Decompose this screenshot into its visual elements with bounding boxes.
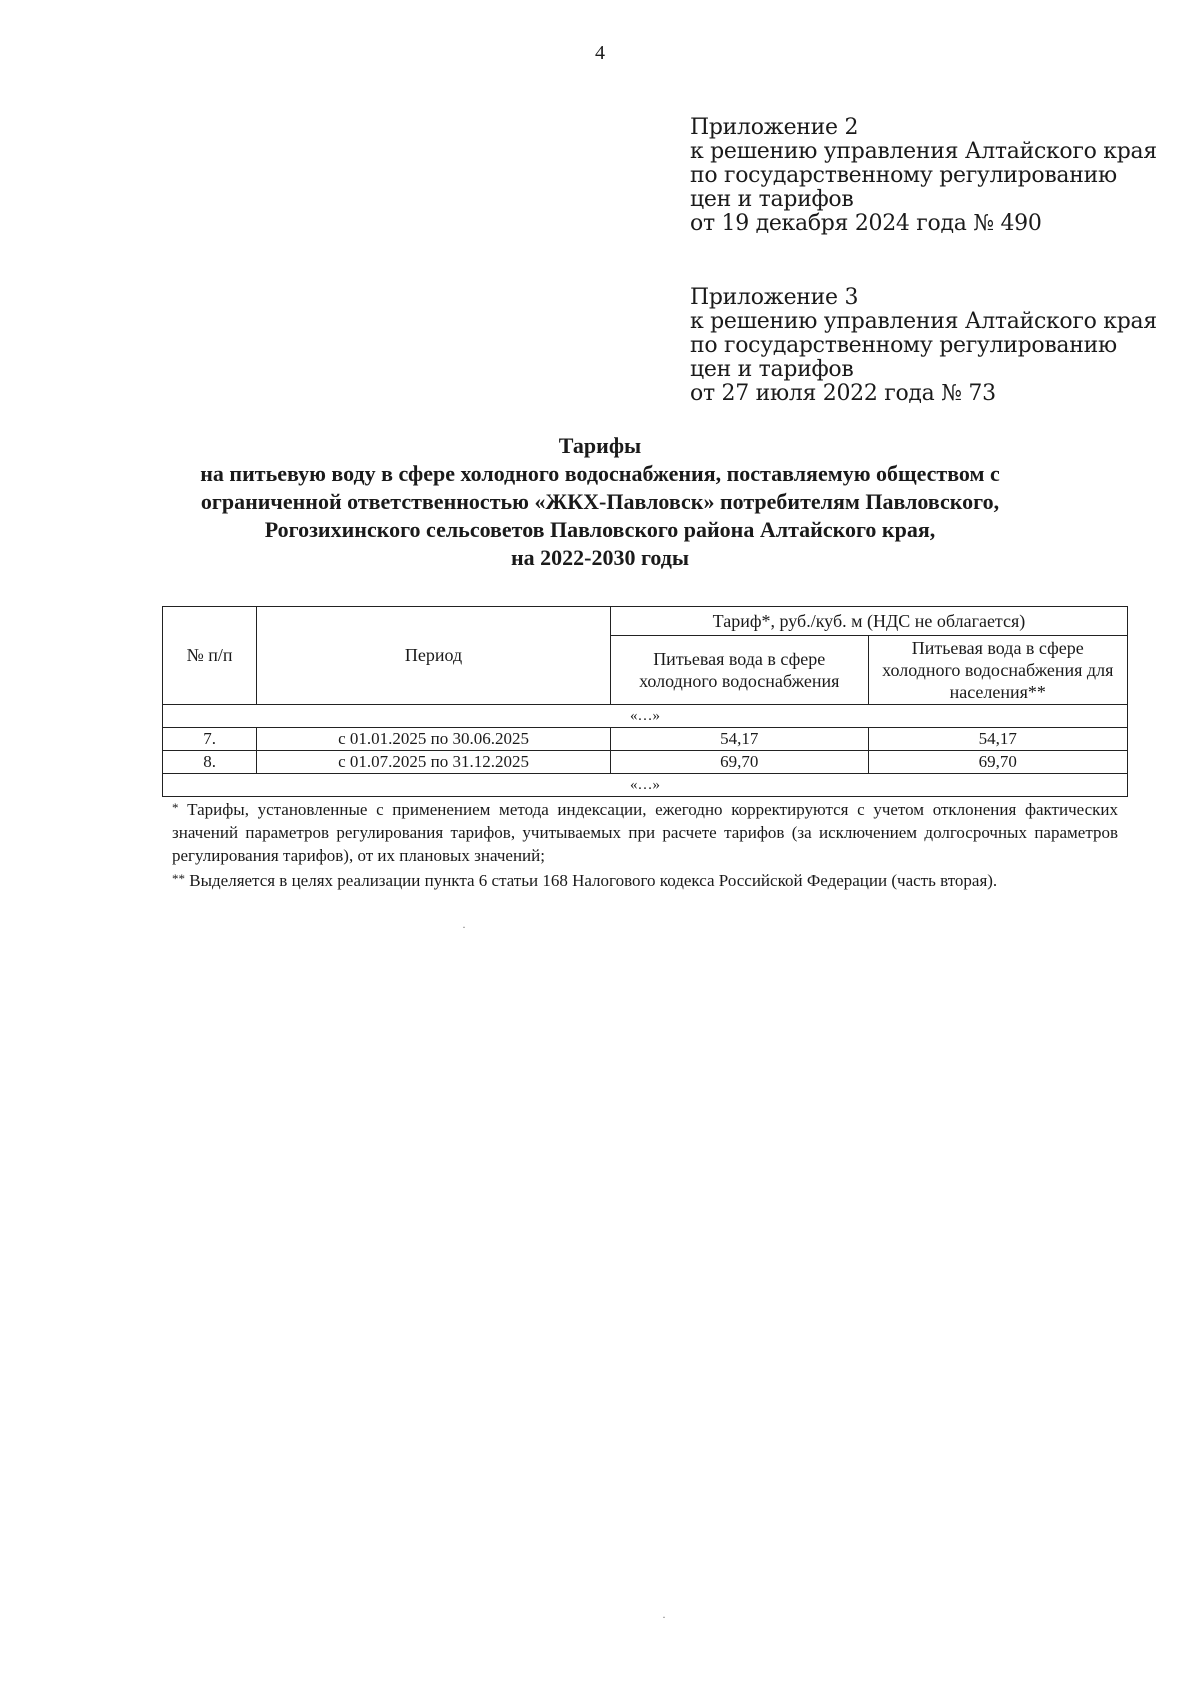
table-ellipsis: «…» — [163, 774, 1128, 797]
document-title — [150, 432, 1050, 572]
title-line: ограниченной ответственностью «ЖКХ-Павловск» потребителям Павловского, — [200, 489, 1000, 514]
row-col-b: 69,70 — [868, 751, 1128, 774]
footnote-2 — [172, 867, 1118, 892]
row-col-a: 54,17 — [610, 728, 868, 751]
footnote-1 — [172, 796, 1118, 867]
appendix-2-line: от 19 декабря 2024 года № 490 — [690, 211, 1042, 236]
appendix-3-line: к решению управления Алтайского края — [690, 309, 1157, 334]
tariff-table — [162, 606, 1128, 797]
footnote-mark: * — [172, 800, 179, 815]
appendix-3-line: от 27 июля 2022 года № 73 — [690, 381, 996, 406]
title-line: Тарифы — [558, 433, 642, 458]
footnote-mark: ** — [172, 871, 185, 886]
appendix-2-line: Приложение 2 — [690, 115, 859, 140]
header-col-b: Питьевая вода в сфере холодного водоснабжения для населения** — [868, 636, 1128, 705]
footnotes — [172, 796, 1118, 892]
appendix-3-line: цен и тарифов — [690, 357, 854, 382]
appendix-3-header — [690, 286, 1170, 406]
header-period: Период — [257, 607, 611, 705]
appendix-3-line: по государственному регулированию — [690, 333, 1117, 358]
page-number: 4 — [595, 42, 605, 64]
row-col-a: 69,70 — [610, 751, 868, 774]
appendix-3-line: Приложение 3 — [690, 285, 859, 310]
title-line: Рогозихинского сельсоветов Павловского района Алтайского края, — [264, 517, 936, 542]
title-line: на 2022-2030 годы — [510, 545, 690, 570]
scan-speck: · — [462, 920, 466, 934]
header-tariff-group: Тариф*, руб./куб. м (НДС не облагается) — [610, 607, 1127, 636]
appendix-2-line: цен и тарифов — [690, 187, 854, 212]
row-period: с 01.01.2025 по 30.06.2025 — [257, 728, 611, 751]
table-row — [163, 728, 1128, 751]
row-number: 8. — [163, 751, 257, 774]
appendix-2-line: к решению управления Алтайского края — [690, 139, 1157, 164]
row-number: 7. — [163, 728, 257, 751]
header-col-a: Питьевая вода в сфере холодного водоснабжения — [610, 636, 868, 705]
table-ellipsis: «…» — [163, 705, 1128, 728]
row-period: с 01.07.2025 по 31.12.2025 — [257, 751, 611, 774]
row-col-b: 54,17 — [868, 728, 1128, 751]
appendix-2-header — [690, 116, 1170, 236]
scan-speck: · — [662, 1610, 666, 1624]
footnote-text: Тарифы, установленные с применением метода индексации, ежегодно корректируются с учетом отклонения фактических значений параметров регулирования тарифов, учитываемых при расчете тарифов (за исключением долгосрочных параметров регулирования тарифов), от их плановых значений; — [172, 800, 1118, 865]
header-number: № п/п — [163, 607, 257, 705]
footnote-text: Выделяется в целях реализации пункта 6 статьи 168 Налогового кодекса Российской Федерации (часть вторая). — [189, 871, 998, 890]
table-row — [163, 751, 1128, 774]
appendix-2-line: по государственному регулированию — [690, 163, 1117, 188]
title-line: на питьевую воду в сфере холодного водоснабжения, поставляемую обществом с — [200, 461, 1000, 486]
